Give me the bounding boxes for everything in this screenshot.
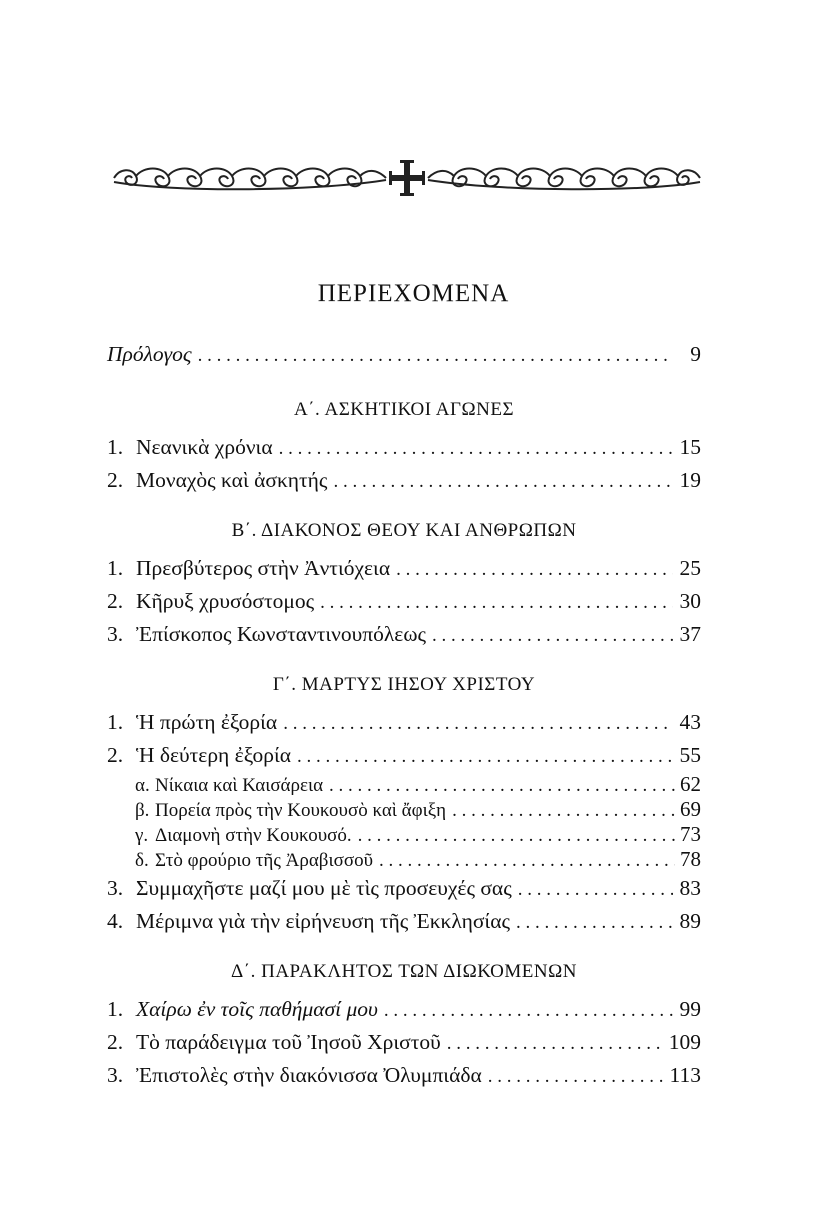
entry-number: 2. [107,743,124,767]
page-number: 78 [680,847,701,871]
entry-label: Ἐπιστολὲς στὴν διακόνισσα Ὀλυμπιάδα [136,1063,482,1087]
page-number: 43 [679,710,701,734]
entry-number: 3. [107,1063,124,1087]
entry-label: Κῆρυξ χρυσόστομος [136,589,315,613]
leader-dots [379,848,675,873]
page-number: 25 [679,556,701,580]
leader-dots [447,1027,663,1060]
entry-number: 4. [107,909,124,933]
toc-entry[interactable] [107,431,701,464]
toc-subentry[interactable] [107,772,701,797]
subentry-letter: δ. [135,850,149,871]
table-of-contents [107,338,701,1092]
toc-entry[interactable] [107,872,701,905]
entry-label: Πρεσβύτερος στὴν Ἀντιόχεια [136,556,391,580]
leader-dots [320,586,673,619]
entry-number: 3. [107,876,124,900]
entry-label: Χαίρω ἐν τοῖς παθήμασί μου [136,997,378,1021]
entry-label: Μοναχὸς καὶ ἀσκητής [136,468,328,492]
toc-entry[interactable] [107,706,701,739]
page-number: 113 [669,1063,701,1087]
entry-number: 1. [107,710,124,734]
page-number: 30 [679,589,701,613]
entry-label: Συμμαχῆστε μαζί μου μὲ τὶς προσευχές σας [136,876,512,900]
subentry-letter: α. [135,775,150,796]
section-heading: Α΄. ΑΣΚΗΤΙΚΟΙ ΑΓΩΝΕΣ [293,399,515,420]
toc-subentry[interactable] [107,797,701,822]
page-number: 89 [679,909,701,933]
page-number: 73 [680,822,701,846]
page-number: 83 [679,876,701,900]
subentry-label: Πορεία πρὸς τὴν Κουκουσὸ καὶ ἄφιξη [155,800,447,821]
entry-label: Πρόλογος [107,342,192,366]
subentry-label: Στὸ φρούριο τῆς Ἀραβισσοῦ [155,850,373,871]
page-number: 55 [679,743,701,767]
leader-dots [384,994,673,1027]
toc-subentry[interactable] [107,822,701,847]
toc-entry[interactable] [107,1026,701,1059]
entry-label: Ἡ δεύτερη ἐξορία [136,743,292,767]
page-number: 15 [679,435,701,459]
toc-entry[interactable] [107,552,701,585]
entry-label: Ἐπίσκοπος Κωνσταντινουπόλεως [136,622,426,646]
page-number: 109 [668,1030,701,1054]
leader-dots [333,465,673,498]
entry-number: 3. [107,622,124,646]
page-number: 69 [680,797,701,821]
toc-entry[interactable] [107,905,701,938]
leader-dots [516,906,673,939]
toc-entry[interactable] [107,464,701,497]
page-number: 62 [680,772,701,796]
page-number: 37 [679,622,701,646]
subentry-letter: β. [135,800,150,821]
entry-number: 1. [107,435,124,459]
leader-dots [198,339,673,372]
decorative-ornament [110,158,704,198]
page-number: 9 [690,342,701,366]
leader-dots [488,1060,664,1093]
toc-subentry[interactable] [107,847,701,872]
entry-label: Τὸ παράδειγμα τοῦ Ἰησοῦ Χριστοῦ [136,1030,441,1054]
entry-number: 2. [107,1030,124,1054]
leader-dots [329,773,675,798]
entry-number: 2. [107,589,124,613]
leader-dots [432,619,673,652]
leader-dots [518,873,673,906]
section-heading: Β΄. ΔΙΑΚΟΝΟΣ ΘΕΟΥ ΚΑΙ ΑΝΘΡΩΠΩΝ [231,520,577,541]
leader-dots [283,707,673,740]
leader-dots [452,798,675,823]
subentry-letter: γ. [135,825,149,846]
page-number: 99 [679,997,701,1021]
toc-entry-prologue[interactable] [107,338,701,371]
toc-entry[interactable] [107,1059,701,1092]
leader-dots [358,823,675,848]
section-heading: Δ΄. ΠΑΡΑΚΛΗΤΟΣ ΤΩΝ ΔΙΩΚΟΜΕΝΩΝ [231,961,577,982]
toc-entry[interactable] [107,618,701,651]
toc-entry[interactable] [107,739,701,772]
toc-entry[interactable] [107,993,701,1026]
entry-number: 1. [107,556,124,580]
entry-number: 2. [107,468,124,492]
subentry-label: Διαμονὴ στὴν Κουκουσό. [155,825,352,846]
page-number: 19 [679,468,701,492]
entry-label: Νεανικὰ χρόνια [136,435,273,459]
entry-label: Ἡ πρώτη ἐξορία [136,710,278,734]
section-heading: Γ΄. ΜΑΡΤΥΣ ΙΗΣΟΥ ΧΡΙΣΤΟΥ [272,674,536,695]
leader-dots [396,553,673,586]
subentry-label: Νίκαια καὶ Καισάρεια [155,775,324,796]
entry-number: 1. [107,997,124,1021]
toc-entry[interactable] [107,585,701,618]
entry-label: Μέριμνα γιὰ τὴν εἰρήνευση τῆς Ἐκκλησίας [136,909,510,933]
page-title: ΠΕΡΙΕΧΟΜΕΝΑ [317,280,510,307]
leader-dots [279,432,673,465]
leader-dots [297,740,673,773]
